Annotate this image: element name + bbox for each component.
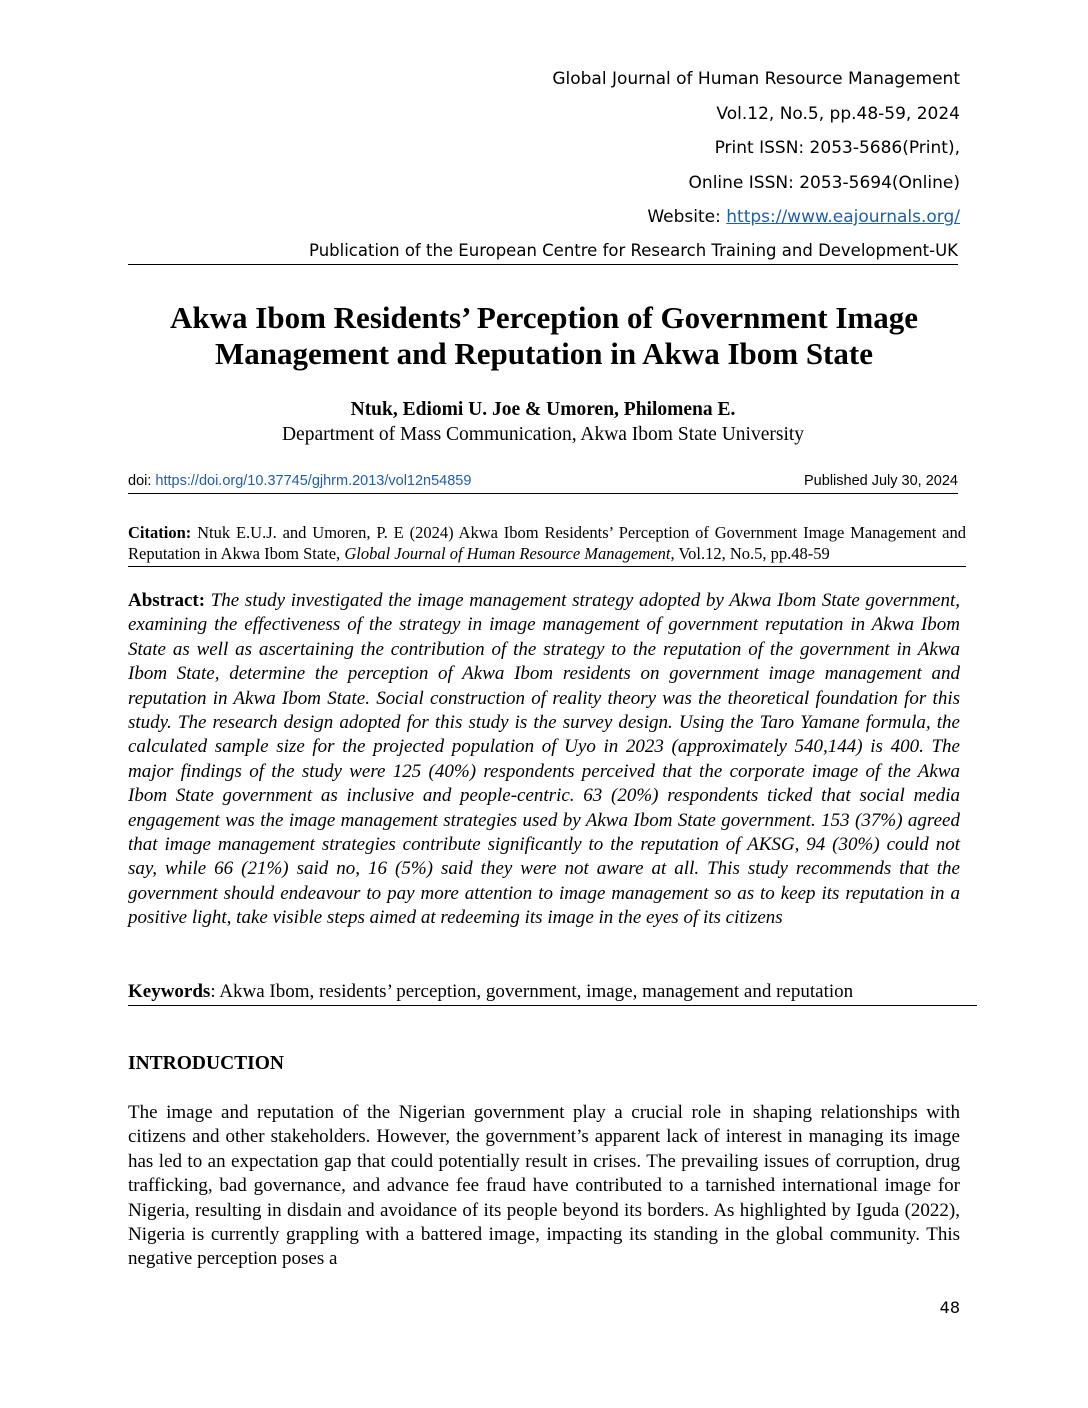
doi: [128, 471, 471, 491]
website-label: Website:: [647, 207, 727, 227]
article-title: [110, 300, 978, 372]
print-issn: Print ISSN: 2053-5686(Print),: [714, 138, 960, 158]
citation-journal: Global Journal of Human Resource Management: [344, 544, 671, 563]
abstract: [128, 589, 960, 931]
online-issn: Online ISSN: 2053-5694(Online): [688, 172, 960, 193]
citation-label: Citation:: [128, 523, 192, 542]
citation: [128, 522, 966, 567]
authors: Ntuk, Ediomi U. Joe & Umoren, Philomena E.: [350, 399, 736, 420]
doi-link[interactable]: https://doi.org/10.37745/gjhrm.2013/vol12n54859: [155, 473, 472, 489]
keywords-label: Keywords: [128, 981, 211, 1002]
journal-header: [552, 62, 960, 235]
website-link[interactable]: https://www.eajournals.org/: [726, 207, 960, 227]
doi-label: doi:: [128, 473, 156, 489]
citation-text: Ntuk E.U.J. and Umoren, P. E (2024) Akwa Ibom Residents’ Perception of Government Image Management and Reputation in Akwa Ibom State,: [128, 523, 966, 563]
published-date: Published July 30, 2024: [804, 473, 958, 489]
page-number: 48: [939, 1298, 960, 1317]
title-line-1: Akwa Ibom Residents’ Perception of Government Image: [170, 300, 918, 335]
keywords: [128, 980, 977, 1006]
citation-tail: , Vol.12, No.5, pp.48-59: [670, 544, 830, 563]
website-line: [552, 200, 960, 235]
affiliation: Department of Mass Communication, Akwa Ibom State University: [281, 424, 805, 445]
abstract-label: Abstract:: [128, 590, 206, 611]
publisher-line: Publication of the European Centre for Research Training and Development-UK: [128, 240, 958, 265]
doi-row: [128, 471, 958, 494]
title-line-2: Management and Reputation in Akwa Ibom State: [215, 336, 873, 371]
volume-info: Vol.12, No.5, pp.48-59, 2024: [716, 103, 960, 124]
introduction-body: The image and reputation of the Nigerian government play a crucial role in shaping relationships with citizens and other stakeholders. However, the government’s apparent lack of interest in managing its image has led to an expectation gap that could potentially result in crises. The prevailing issues of corruption, drug trafficking, bad governance, and advance fee fraud have contributed to a tarnished international image for Nigeria, resulting in disdain and avoidance of its people beyond its borders. As highlighted by Iguda (2022), Nigeria is currently grappling with a battered image, impacting its standing in the global community. This negative perception poses a: [128, 1102, 960, 1270]
abstract-text: The study investigated the image management strategy adopted by Akwa Ibom State government, examining the effectiveness of the strategy in image management of government reputation in Akwa Ibom State as well as ascertaining the contribution of the strategy to the reputation of the government in Akwa Ibom State, determine the perception of Akwa Ibom residents on government image management and reputation in Akwa Ibom State. Social construction of reality theory was the theoretical foundation for this study. The research design adopted for this study is the survey design. Using the Taro Yamane formula, the calculated sample size for the projected population of Uyo in 2023 (approximately 540,144) is 400. The major findings of the study were 125 (40%) respondents perceived that the corporate image of the Akwa Ibom State government as inclusive and people-centric. 63 (20%) respondents ticked that social media engagement was the image management strategies used by Akwa Ibom State government. 153 (37%) agreed that image management strategies contribute significantly to the reputation of AKSG, 94 (30%) could not say, while 66 (21%) said no, 16 (5%) said they were not aware at all. This study recommends that the government should endeavour to pay more attention to image management so as to keep its reputation in a positive light, take visible steps aimed at redeeming its image in the eyes of its citizens: [128, 590, 960, 929]
journal-name: Global Journal of Human Resource Management: [552, 69, 960, 89]
keywords-text: : Akwa Ibom, residents’ perception, government, image, management and reputation: [210, 981, 854, 1002]
introduction-heading: INTRODUCTION: [128, 1053, 285, 1074]
